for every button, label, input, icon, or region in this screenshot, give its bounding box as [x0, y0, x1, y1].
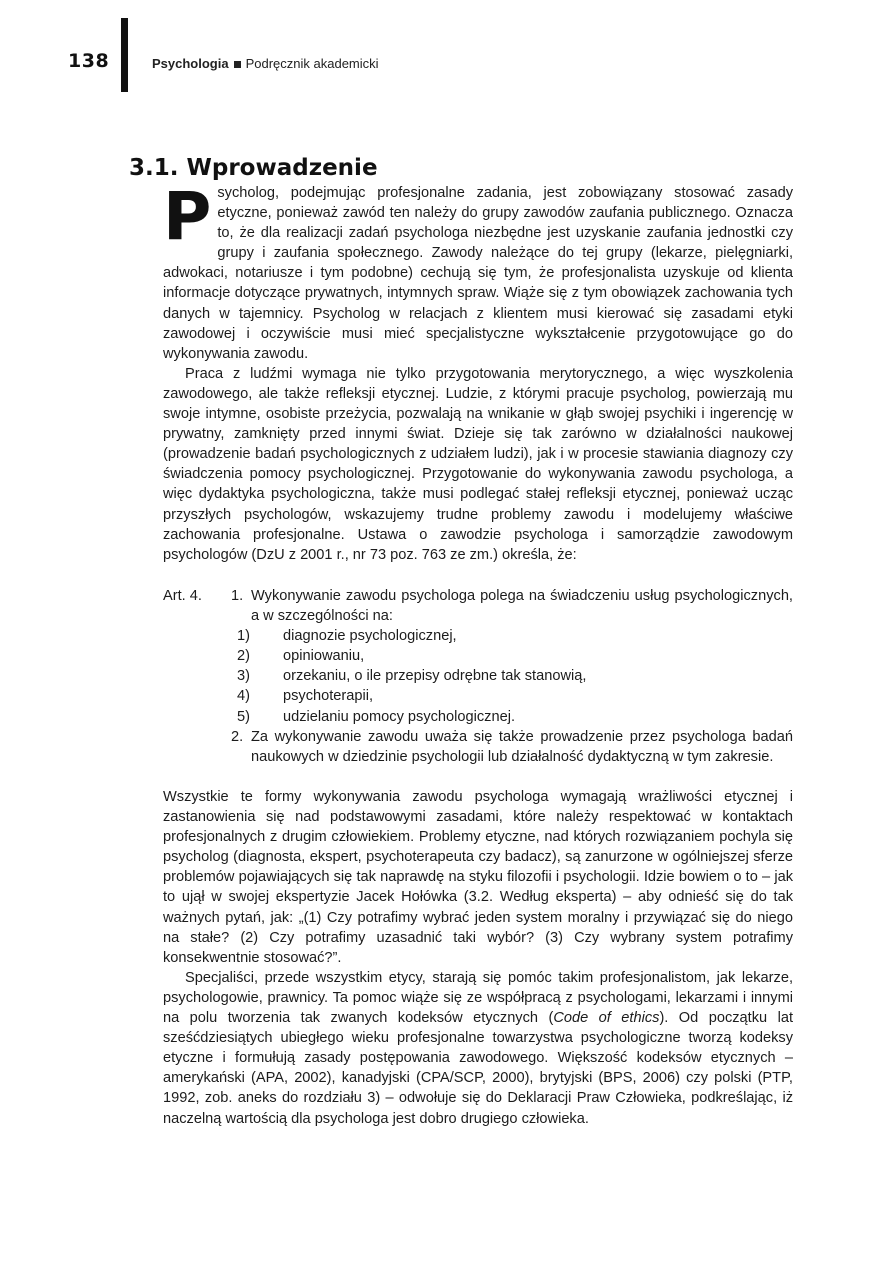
paragraph-1-text: sycholog, podejmując profesjonalne zadania, jest zobowiązany stosować zasady etyczne, ponieważ zawód ten należy do grupy zawodów zaufania publicznego. Oznacza to, że dla realizacji zadań psychologa niezbędne jest uzyskanie zaufania jednostki czy grupy i zaufania społecznego. Zawody należące do tej grupy (lekarze, pielęgniarki, adwokaci, notariusze i tym podobne) cechują się tym, że profesjonalista uzyskuje od klienta informacje dotyczące prywatnych, intymnych spraw. Wiąże się z tym obowiązek zachowania tych danych w tajemnicy. Psycholog w relacjach z klientem musi kierować się zasadami etyki zawodowej i oczywiście musi mieć specjalistyczne wykształcenie przygotowujące go do wykonywania zawodu.: [163, 185, 793, 362]
list-item-number: 1): [237, 628, 250, 645]
book-title: Psychologia: [152, 56, 229, 71]
intro-text: [163, 178, 793, 565]
article-point-number: 2.: [231, 728, 244, 745]
paragraph-4-text-end: ). Od początku lat sześćdziesiątych ubiegłego wieku profesjonalne towarzystwa psychologiczne tworzą kodeksy etyczne i formułują zasady postępowania zawodowego. Większość kodeksów etycznych – amerykański (APA, 2002), kanadyjski (CPA/SCP, 2000), brytyjski (BPS, 2006) czy polski (PTP, 1992, zob. aneks do rozdziału 3) – odwołuje się do Deklaracji Praw Człowieka, podkreślając, iż naczelną wartością dla psychologa jest dobro drugiego człowieka.: [163, 1010, 793, 1127]
list-item-number: 4): [237, 688, 250, 705]
article-point-2: [163, 727, 793, 767]
section-title: 3.1. Wprowadzenie: [129, 155, 378, 182]
running-head: [152, 56, 379, 71]
list-item-number: 5): [237, 708, 250, 725]
article-sublist: [163, 626, 793, 726]
list-item-text: psychoterapii,: [283, 688, 374, 705]
paragraph-4-text: Specjaliści, przede wszystkim etycy, starają się pomóc takim profesjonalistom, jak lekarze, psychologowie, prawnicy. Ta pomoc wiąże się ze współpracą z psychologami, lekarzami i innymi na polu tworzenia tak zwanych kodeksów etycznych (: [163, 969, 793, 1027]
paragraph-4-italic: Code of ethics: [553, 1010, 660, 1027]
list-item-text: diagnozie psychologicznej,: [283, 628, 457, 645]
list-item: [163, 626, 793, 646]
list-item-number: 2): [237, 648, 250, 665]
article-point-number: 1.: [231, 588, 244, 604]
law-article: [163, 586, 793, 767]
paragraph-2: Praca z ludźmi wymaga nie tylko przygotowania merytorycznego, a więc wyszkolenia zawodowego, ale także refleksji etycznej. Ludzie, z którymi pracuje psycholog, powierzają mu swoje intymne, osobiste przeżycia, pozwalają na wnikanie w głąb swojej psychiki i ingerencję w prywatny, zamknięty przed innymi świat. Dzieje się tak zarówno w działalności naukowej (prowadzenie badań psychologicznych z udziałem ludzi), jak i w procesie stawiania diagnozy czy świadczenia pomocy psychologicznej. Przygotowanie do wykonywania zawodu psychologa, a więc dydaktyka psychologiczna, także musi podlegać stałej refleksji etycznej, ponieważ ucząc przyszłych psychologów, wskazujemy trudne problemy zawodu i modelujemy właściwe zachowania profesjonalne. Ustawa o zawodzie psychologa i samorządzie zawodowym psychologów (DzU z 2001 r., nr 73 poz. 763 ze zm.) określa, że:: [163, 365, 793, 563]
list-item-number: 3): [237, 668, 250, 685]
closing-text: [163, 787, 793, 1129]
article-label: Art. 4.: [163, 588, 202, 604]
drop-cap: P: [163, 178, 212, 255]
list-item-text: orzekaniu, o ile przepisy odrębne tak stanowią,: [283, 668, 587, 685]
page-number: 138: [68, 50, 110, 72]
header-rule: [121, 18, 128, 92]
list-item-text: opiniowaniu,: [283, 648, 365, 665]
article-point-text: Za wykonywanie zawodu uważa się także prowadzenie przez psychologa badań naukowych w dziedzinie psychologii lub działalność dydaktyczną w tym zakresie.: [251, 728, 793, 765]
book-subtitle: Podręcznik akademicki: [245, 56, 379, 71]
article-point-1: [163, 586, 793, 626]
paragraph-4: [163, 968, 793, 1129]
list-item: [163, 666, 793, 686]
list-item: [163, 686, 793, 706]
list-item: [163, 646, 793, 666]
article-point-text: Wykonywanie zawodu psychologa polega na świadczeniu usług psychologicznych, a w szczególności na:: [251, 588, 793, 625]
paragraph-3: Wszystkie te formy wykonywania zawodu psychologa wymagają wrażliwości etycznej i zastanowienia się nad podstawowymi zasadami, które należy respektować w kontaktach profesjonalnych z drugim człowiekiem. Problemy etyczne, nad których rozwiązaniem pochyla się psycholog (diagnosta, ekspert, psychoterapeuta czy badacz), są zanurzone w ogólniejszej sferze problemów pojawiających się tak naprawdę na styku filozofii i psychologii. Idzie bowiem o to – jak to ujął w swojej ekspertyzie Jacek Hołówka (3.2. Według eksperta) – aby odnieść się do tak ważnych pytań, jak: „(1) Czy potrafimy wybrać jeden system moralny i przywiązać się do niego na stałe? (2) Czy potrafimy uzasadnić taki wybór? (3) Czy wybrany system potrafimy konsekwentnie stosować?”.: [163, 789, 793, 966]
square-bullet-icon: [234, 61, 241, 68]
list-item: [163, 707, 793, 727]
list-item-text: udzielaniu pomocy psychologicznej.: [283, 708, 516, 725]
paragraph-1: [163, 178, 793, 364]
